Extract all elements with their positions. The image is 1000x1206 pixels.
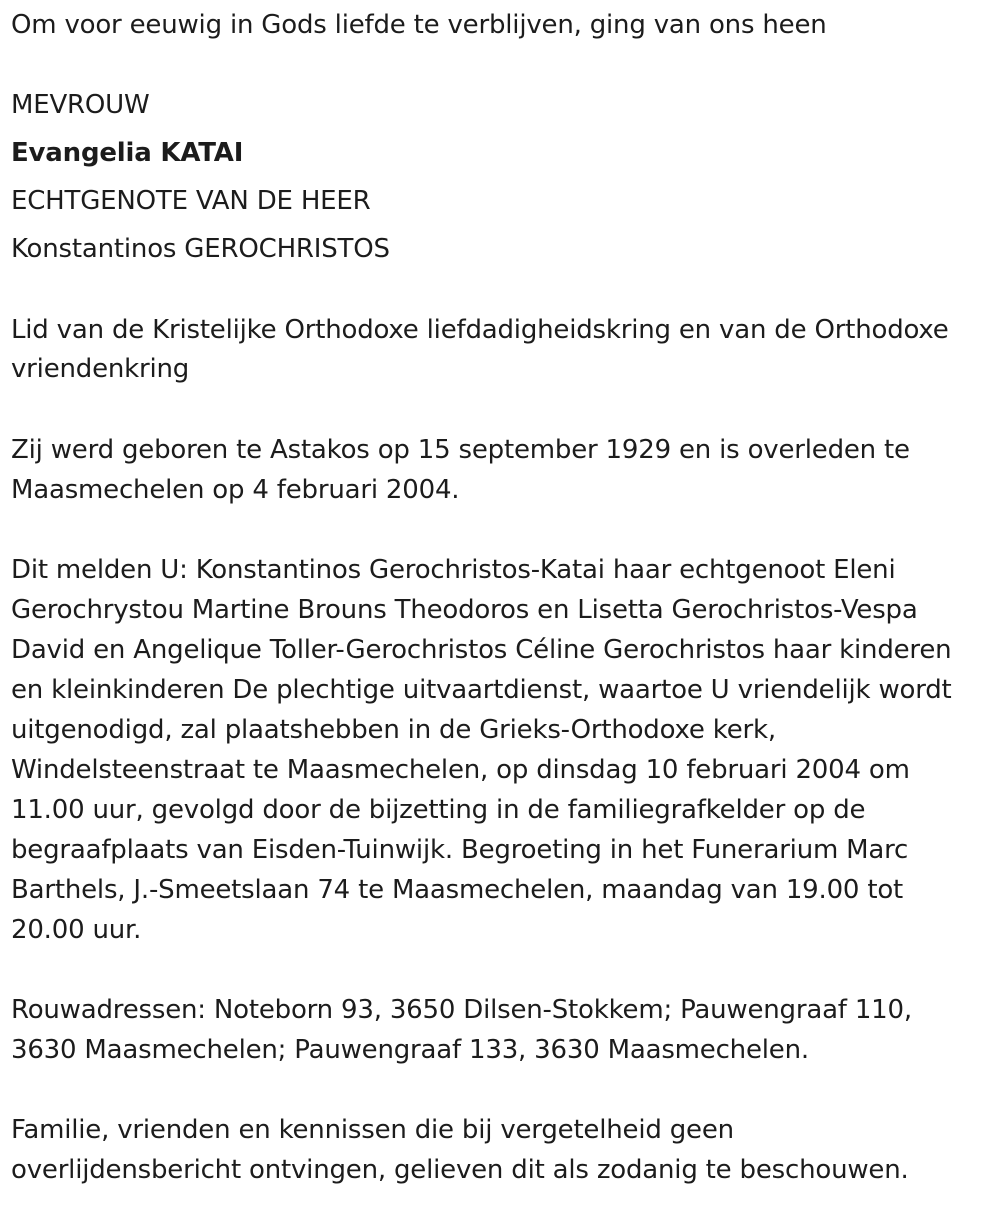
announcement-line: Gerochrystou Martine Brouns Theodoros en Lisetta Gerochristos-Vespa bbox=[11, 595, 918, 625]
announcement-line: begraafplaats van Eisden-Tuinwijk. Begroeting in het Funerarium Marc bbox=[11, 835, 909, 865]
membership-line: vriendenkring bbox=[11, 354, 190, 384]
title-prefix: MEVROUW bbox=[11, 90, 150, 120]
address-line: 3630 Maasmechelen; Pauwengraaf 133, 3630 Maasmechelen. bbox=[11, 1035, 809, 1065]
address-line: Rouwadressen: Noteborn 93, 3650 Dilsen-Stokkem; Pauwengraaf 110, bbox=[11, 995, 912, 1025]
spouse-name: Konstantinos GEROCHRISTOS bbox=[11, 234, 390, 264]
membership-line: Lid van de Kristelijke Orthodoxe liefdadigheidskring en van de Orthodoxe bbox=[11, 315, 949, 345]
announcement-line: en kleinkinderen De plechtige uitvaartdienst, waartoe U vriendelijk wordt bbox=[11, 675, 952, 705]
announcement-line: 20.00 uur. bbox=[11, 915, 142, 945]
announcement-line: Dit melden U: Konstantinos Gerochristos-Katai haar echtgenoot Eleni bbox=[11, 555, 896, 585]
closing-line: overlijdensbericht ontvingen, gelieven dit als zodanig te beschouwen. bbox=[11, 1155, 909, 1185]
announcement-line: David en Angelique Toller-Gerochristos Céline Gerochristos haar kinderen bbox=[11, 635, 952, 665]
birth-death-line: Zij werd geboren te Astakos op 15 september 1929 en is overleden te bbox=[11, 435, 910, 465]
announcement-line: Windelsteenstraat te Maasmechelen, op dinsdag 10 februari 2004 om bbox=[11, 755, 910, 785]
birth-death-line: Maasmechelen op 4 februari 2004. bbox=[11, 475, 460, 505]
announcement-line: Barthels, J.-Smeetslaan 74 te Maasmechelen, maandag van 19.00 tot bbox=[11, 875, 904, 905]
intro-text: Om voor eeuwig in Gods liefde te verblijven, ging van ons heen bbox=[11, 10, 827, 40]
announcement-line: 11.00 uur, gevolgd door de bijzetting in de familiegrafkelder op de bbox=[11, 795, 866, 825]
spouse-label: ECHTGENOTE VAN DE HEER bbox=[11, 186, 371, 216]
announcement-line: uitgenodigd, zal plaatshebben in de Grieks-Orthodoxe kerk, bbox=[11, 715, 776, 745]
deceased-name: Evangelia KATAI bbox=[11, 138, 244, 168]
closing-line: Familie, vrienden en kennissen die bij vergetelheid geen bbox=[11, 1115, 734, 1145]
